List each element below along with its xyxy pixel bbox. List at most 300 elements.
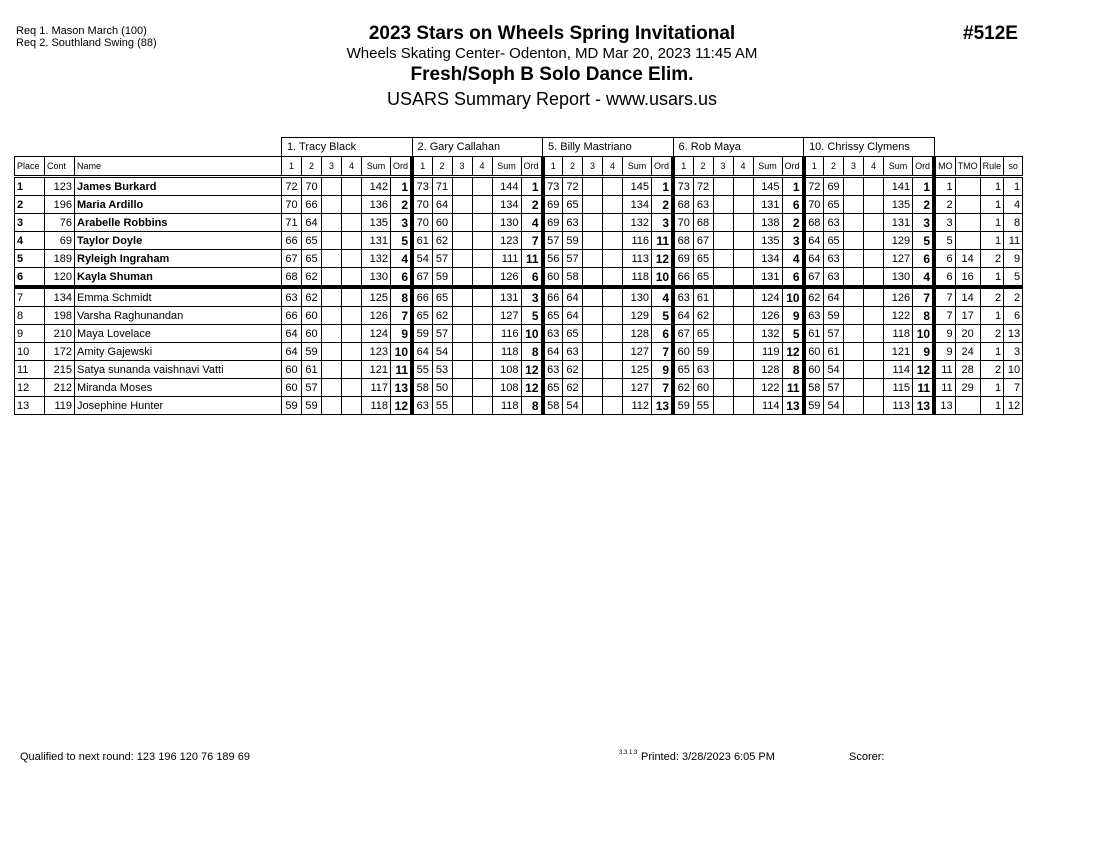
contestant-number-cell: 119 [45, 397, 75, 415]
rule-cell: 1 [980, 343, 1004, 361]
table-row [15, 177, 1023, 196]
judge-score-cell: 63 [804, 307, 824, 325]
judge-score-cell: 66 [282, 307, 302, 325]
judge-score-cell [452, 214, 472, 232]
judge-sum-cell: 144 [492, 177, 521, 196]
judge-score-cell: 59 [302, 343, 322, 361]
judge-score-cell: 60 [432, 214, 452, 232]
majority-ordinal-cell: 9 [934, 343, 955, 361]
judge-score-cell: 57 [302, 379, 322, 397]
contestant-number-cell: 76 [45, 214, 75, 232]
column-header-judge-score: Ord [391, 157, 413, 177]
judge-score-cell [472, 287, 492, 307]
judge-score-cell [472, 250, 492, 268]
judge-score-cell [342, 325, 362, 343]
judge-score-cell: 54 [824, 361, 844, 379]
judge-sum-cell: 128 [623, 325, 652, 343]
judge-score-cell: 60 [282, 379, 302, 397]
judge-score-cell: 64 [432, 196, 452, 214]
location-datetime: Wheels Skating Center- Odenton, MD Mar 20, 2023 11:45 AM [346, 45, 758, 62]
judge-score-cell: 53 [432, 361, 452, 379]
skate-order-cell: 2 [1004, 287, 1023, 307]
skate-order-cell: 6 [1004, 307, 1023, 325]
judge-score-cell [472, 379, 492, 397]
judge-score-cell [583, 177, 603, 196]
column-header-judge-score: Ord [913, 157, 935, 177]
judge-ordinal-cell: 8 [391, 287, 413, 307]
judge-score-cell: 65 [673, 361, 693, 379]
rule-cell: 1 [980, 268, 1004, 288]
judge-score-cell: 70 [282, 196, 302, 214]
judge-score-cell: 66 [282, 232, 302, 250]
contestant-number-cell: 198 [45, 307, 75, 325]
judge-sum-cell: 114 [753, 397, 782, 415]
judge-score-cell [583, 196, 603, 214]
judge-ordinal-cell: 5 [782, 325, 804, 343]
judge-ordinal-cell: 9 [652, 361, 674, 379]
judge-ordinal-cell: 4 [782, 250, 804, 268]
judge-score-cell [864, 268, 884, 288]
judge-score-cell [322, 232, 342, 250]
total-majority-ordinal-cell: 28 [955, 361, 980, 379]
column-header-tmo: TMO [955, 157, 980, 177]
judge-score-cell: 58 [804, 379, 824, 397]
judge-sum-cell: 115 [884, 379, 913, 397]
judge-score-cell: 58 [412, 379, 432, 397]
judge-score-cell: 62 [302, 268, 322, 288]
majority-ordinal-cell: 7 [934, 287, 955, 307]
judge-score-cell [452, 361, 472, 379]
judge-score-cell [864, 397, 884, 415]
judge-score-cell [342, 250, 362, 268]
skate-order-cell: 1 [1004, 177, 1023, 196]
skate-order-cell: 8 [1004, 214, 1023, 232]
judge-score-cell [452, 177, 472, 196]
rule-cell: 2 [980, 250, 1004, 268]
judge-ordinal-cell: 10 [391, 343, 413, 361]
judge-score-cell [342, 343, 362, 361]
judge-score-cell: 65 [543, 307, 563, 325]
judge-score-cell [342, 214, 362, 232]
judge-score-cell: 50 [432, 379, 452, 397]
judge-ordinal-cell: 2 [652, 196, 674, 214]
judge-ordinal-cell: 10 [782, 287, 804, 307]
judge-ordinal-cell: 3 [652, 214, 674, 232]
judge-score-cell [603, 343, 623, 361]
total-majority-ordinal-cell: 14 [955, 287, 980, 307]
total-majority-ordinal-cell [955, 397, 980, 415]
skater-name-cell: Satya sunanda vaishnavi Vatti [75, 361, 282, 379]
judge-score-cell: 55 [693, 397, 713, 415]
judge-ordinal-cell: 9 [391, 325, 413, 343]
judge-score-cell: 66 [412, 287, 432, 307]
judge-score-cell: 62 [673, 379, 693, 397]
judge-score-cell [322, 268, 342, 288]
judge-ordinal-cell: 10 [913, 325, 935, 343]
majority-ordinal-cell: 9 [934, 325, 955, 343]
judge-score-cell [472, 196, 492, 214]
judge-score-cell [713, 287, 733, 307]
judge-sum-cell: 122 [884, 307, 913, 325]
judge-score-cell [452, 196, 472, 214]
total-majority-ordinal-cell: 14 [955, 250, 980, 268]
judge-sum-cell: 125 [623, 361, 652, 379]
judge-sum-cell: 112 [623, 397, 652, 415]
rule-cell: 1 [980, 177, 1004, 196]
judge-score-cell: 57 [432, 250, 452, 268]
judge-score-cell: 59 [412, 325, 432, 343]
judge-score-cell [713, 268, 733, 288]
judge-score-cell [322, 287, 342, 307]
judge-sum-cell: 121 [884, 343, 913, 361]
column-header-judge-score: 2 [693, 157, 713, 177]
judge-score-cell [452, 397, 472, 415]
judge-score-cell: 72 [282, 177, 302, 196]
judge-score-cell: 71 [432, 177, 452, 196]
judge-score-cell [733, 268, 753, 288]
judge-score-cell [603, 250, 623, 268]
judge-sum-cell: 130 [623, 287, 652, 307]
judge-score-cell: 73 [412, 177, 432, 196]
column-header-judge-score: Sum [753, 157, 782, 177]
judge-ordinal-cell: 12 [913, 361, 935, 379]
skater-name-cell: Arabelle Robbins [75, 214, 282, 232]
judge-score-cell: 63 [543, 325, 563, 343]
event-title: Fresh/Soph B Solo Dance Elim. [410, 64, 694, 85]
judge-score-cell: 65 [412, 307, 432, 325]
judge-score-cell [733, 250, 753, 268]
judge-score-cell: 59 [302, 397, 322, 415]
judge-score-cell [322, 361, 342, 379]
judge-ordinal-cell: 5 [652, 307, 674, 325]
judge-score-cell [844, 287, 864, 307]
judge-sum-cell: 118 [492, 397, 521, 415]
table-row [15, 214, 1023, 232]
judge-ordinal-cell: 12 [652, 250, 674, 268]
judge-ordinal-cell: 9 [913, 343, 935, 361]
judge-sum-cell: 117 [362, 379, 391, 397]
judge-score-cell: 61 [302, 361, 322, 379]
judge-score-cell: 68 [673, 196, 693, 214]
table-row [15, 397, 1023, 415]
judge-score-cell [342, 379, 362, 397]
judge-score-cell [844, 325, 864, 343]
judge-sum-cell: 121 [362, 361, 391, 379]
table-row [15, 361, 1023, 379]
column-header-name: Name [75, 157, 282, 177]
column-header-cont: Cont [45, 157, 75, 177]
judge-score-cell [603, 268, 623, 288]
judge-score-cell [472, 177, 492, 196]
column-header-judge-score: 4 [733, 157, 753, 177]
judge-ordinal-cell: 4 [521, 214, 543, 232]
judge-ordinal-cell: 7 [652, 379, 674, 397]
judge-score-cell: 67 [673, 325, 693, 343]
column-header-judge-score: 1 [673, 157, 693, 177]
majority-ordinal-cell: 2 [934, 196, 955, 214]
skater-name-cell: Maya Lovelace [75, 325, 282, 343]
column-header-judge-score: 4 [864, 157, 884, 177]
majority-ordinal-cell: 3 [934, 214, 955, 232]
judge-score-cell [322, 343, 342, 361]
judge-score-cell: 65 [432, 287, 452, 307]
judge-score-cell [472, 397, 492, 415]
judge-ordinal-cell: 3 [913, 214, 935, 232]
judge-sum-cell: 130 [492, 214, 521, 232]
column-header-judge-score: Ord [782, 157, 804, 177]
judge-score-cell [583, 397, 603, 415]
judge-ordinal-cell: 3 [782, 232, 804, 250]
judge-score-cell [864, 177, 884, 196]
judge-score-cell [713, 196, 733, 214]
skate-order-cell: 11 [1004, 232, 1023, 250]
judge-sum-cell: 116 [623, 232, 652, 250]
total-majority-ordinal-cell: 29 [955, 379, 980, 397]
judge-score-cell: 57 [543, 232, 563, 250]
judge-score-cell [733, 379, 753, 397]
skate-order-cell: 4 [1004, 196, 1023, 214]
judge-ordinal-cell: 11 [521, 250, 543, 268]
judge-score-cell [472, 214, 492, 232]
judge-ordinal-cell: 11 [652, 232, 674, 250]
judge-score-cell: 64 [302, 214, 322, 232]
judge-sum-cell: 127 [623, 343, 652, 361]
column-header-judge-score: 4 [472, 157, 492, 177]
judge-score-cell: 63 [693, 196, 713, 214]
judge-score-cell: 64 [824, 287, 844, 307]
total-majority-ordinal-cell: 16 [955, 268, 980, 288]
judge-score-cell [452, 287, 472, 307]
column-header-row [15, 157, 1023, 177]
judge-sum-cell: 135 [753, 232, 782, 250]
requirement-1: Req 1. Mason March (100) [16, 25, 147, 37]
judge-score-cell: 72 [804, 177, 824, 196]
judge-sum-cell: 123 [362, 343, 391, 361]
judge-ordinal-cell: 6 [782, 196, 804, 214]
judge-score-cell [583, 250, 603, 268]
judge-ordinal-cell: 3 [521, 287, 543, 307]
column-header-judge-score: Ord [521, 157, 543, 177]
judge-sum-cell: 123 [492, 232, 521, 250]
judge-score-cell [864, 343, 884, 361]
judge-score-cell: 55 [432, 397, 452, 415]
judge-score-cell [322, 379, 342, 397]
judge-ordinal-cell: 6 [391, 268, 413, 288]
judge-score-cell [472, 325, 492, 343]
judge-score-cell [864, 307, 884, 325]
judge-score-cell: 57 [824, 325, 844, 343]
judge-score-cell: 66 [673, 268, 693, 288]
judge-ordinal-cell: 1 [913, 177, 935, 196]
judge-score-cell: 61 [693, 287, 713, 307]
judge-sum-cell: 145 [753, 177, 782, 196]
judge-ordinal-cell: 11 [782, 379, 804, 397]
judge-score-cell: 60 [302, 325, 322, 343]
majority-ordinal-cell: 11 [934, 361, 955, 379]
judge-score-cell: 70 [804, 196, 824, 214]
judge-ordinal-cell: 2 [782, 214, 804, 232]
judge-score-cell: 72 [563, 177, 583, 196]
column-header-judge-score: 2 [302, 157, 322, 177]
skater-name-cell: Amity Gajewski [75, 343, 282, 361]
rule-cell: 1 [980, 232, 1004, 250]
judge-sum-cell: 127 [492, 307, 521, 325]
judge-sum-cell: 126 [884, 287, 913, 307]
majority-ordinal-cell: 6 [934, 268, 955, 288]
judge-score-cell [452, 379, 472, 397]
judge-ordinal-cell: 12 [521, 379, 543, 397]
judge-score-cell: 58 [563, 268, 583, 288]
contestant-number-cell: 123 [45, 177, 75, 196]
judge-score-cell [342, 397, 362, 415]
judge-ordinal-cell: 5 [913, 232, 935, 250]
judge-ordinal-cell: 11 [913, 379, 935, 397]
judge-ordinal-cell: 12 [391, 397, 413, 415]
judge-score-cell [733, 343, 753, 361]
judge-score-cell [342, 196, 362, 214]
judge-score-cell [713, 232, 733, 250]
table-row [15, 307, 1023, 325]
skater-name-cell: Varsha Raghunandan [75, 307, 282, 325]
contestant-number-cell: 210 [45, 325, 75, 343]
judge-sum-cell: 135 [362, 214, 391, 232]
judge-score-cell [603, 397, 623, 415]
majority-ordinal-cell: 1 [934, 177, 955, 196]
judge-score-cell: 63 [673, 287, 693, 307]
judge-score-cell [733, 177, 753, 196]
rule-cell: 2 [980, 325, 1004, 343]
judge-score-cell [583, 214, 603, 232]
judge-score-cell: 63 [282, 287, 302, 307]
judge-score-cell [713, 397, 733, 415]
report-title: USARS Summary Report - www.usars.us [386, 89, 718, 109]
judge-score-cell: 62 [432, 232, 452, 250]
judge-score-cell: 67 [412, 268, 432, 288]
judge-score-cell [713, 343, 733, 361]
column-header-judge-score: 2 [824, 157, 844, 177]
contestant-number-cell: 69 [45, 232, 75, 250]
judge-score-cell [342, 361, 362, 379]
judge-score-cell: 59 [804, 397, 824, 415]
place-cell: 5 [15, 250, 45, 268]
judge-score-cell [583, 379, 603, 397]
skate-order-cell: 3 [1004, 343, 1023, 361]
judge-name: 1. Tracy Black [282, 138, 413, 157]
judge-score-cell: 59 [563, 232, 583, 250]
judge-score-cell [342, 232, 362, 250]
judge-score-cell [452, 307, 472, 325]
judge-ordinal-cell: 7 [913, 287, 935, 307]
judge-score-cell [844, 397, 864, 415]
judge-score-cell: 63 [824, 250, 844, 268]
judge-score-cell: 63 [563, 343, 583, 361]
judge-score-cell: 63 [412, 397, 432, 415]
table-row [15, 379, 1023, 397]
judge-ordinal-cell: 2 [521, 196, 543, 214]
judge-sum-cell: 131 [884, 214, 913, 232]
judge-sum-cell: 118 [884, 325, 913, 343]
judge-score-cell: 63 [693, 361, 713, 379]
judge-score-cell: 60 [282, 361, 302, 379]
rule-cell: 1 [980, 379, 1004, 397]
contestant-number-cell: 196 [45, 196, 75, 214]
place-cell: 11 [15, 361, 45, 379]
judge-score-cell: 67 [804, 268, 824, 288]
judge-score-cell: 61 [412, 232, 432, 250]
judge-score-cell: 73 [673, 177, 693, 196]
judge-sum-cell: 113 [623, 250, 652, 268]
judge-ordinal-cell: 8 [913, 307, 935, 325]
total-majority-ordinal-cell [955, 214, 980, 232]
judge-score-cell: 60 [673, 343, 693, 361]
place-cell: 6 [15, 268, 45, 288]
judge-score-cell [844, 232, 864, 250]
skate-order-cell: 10 [1004, 361, 1023, 379]
judge-sum-cell: 129 [623, 307, 652, 325]
judge-score-cell [864, 325, 884, 343]
judge-score-cell: 60 [543, 268, 563, 288]
judge-score-cell: 62 [302, 287, 322, 307]
judge-score-cell: 65 [563, 325, 583, 343]
skater-name-cell: James Burkard [75, 177, 282, 196]
judge-score-cell [844, 177, 864, 196]
judge-score-cell [322, 307, 342, 325]
rule-cell: 1 [980, 214, 1004, 232]
judge-score-cell [472, 268, 492, 288]
judge-score-cell: 69 [543, 196, 563, 214]
judge-score-cell: 60 [693, 379, 713, 397]
judge-score-cell: 69 [543, 214, 563, 232]
judge-score-cell [583, 325, 603, 343]
judge-sum-cell: 114 [884, 361, 913, 379]
judge-ordinal-cell: 5 [521, 307, 543, 325]
judge-score-cell [322, 397, 342, 415]
judge-score-cell: 57 [563, 250, 583, 268]
judge-sum-cell: 145 [623, 177, 652, 196]
header-spacer [15, 138, 282, 157]
judge-score-cell: 61 [824, 343, 844, 361]
judge-sum-cell: 126 [492, 268, 521, 288]
judge-sum-cell: 124 [753, 287, 782, 307]
judge-sum-cell: 129 [884, 232, 913, 250]
judge-score-cell: 65 [693, 268, 713, 288]
event-number: #512E [963, 23, 1018, 44]
rule-cell: 2 [980, 287, 1004, 307]
judge-ordinal-cell: 8 [782, 361, 804, 379]
requirements-list [16, 25, 157, 49]
judge-score-cell: 59 [432, 268, 452, 288]
judge-score-cell [342, 287, 362, 307]
judge-sum-cell: 108 [492, 379, 521, 397]
column-header-place: Place [15, 157, 45, 177]
judge-ordinal-cell: 1 [652, 177, 674, 196]
judges-header-row [15, 138, 1023, 157]
column-header-judge-score: 3 [583, 157, 603, 177]
judge-score-cell: 71 [282, 214, 302, 232]
judge-score-cell [342, 268, 362, 288]
judge-score-cell: 64 [804, 250, 824, 268]
judge-ordinal-cell: 13 [913, 397, 935, 415]
judge-sum-cell: 134 [492, 196, 521, 214]
judge-score-cell [733, 232, 753, 250]
judge-sum-cell: 134 [623, 196, 652, 214]
judge-score-cell [733, 361, 753, 379]
judge-score-cell: 57 [824, 379, 844, 397]
table-row [15, 232, 1023, 250]
judge-score-cell: 62 [563, 361, 583, 379]
majority-ordinal-cell: 6 [934, 250, 955, 268]
judge-ordinal-cell: 1 [782, 177, 804, 196]
